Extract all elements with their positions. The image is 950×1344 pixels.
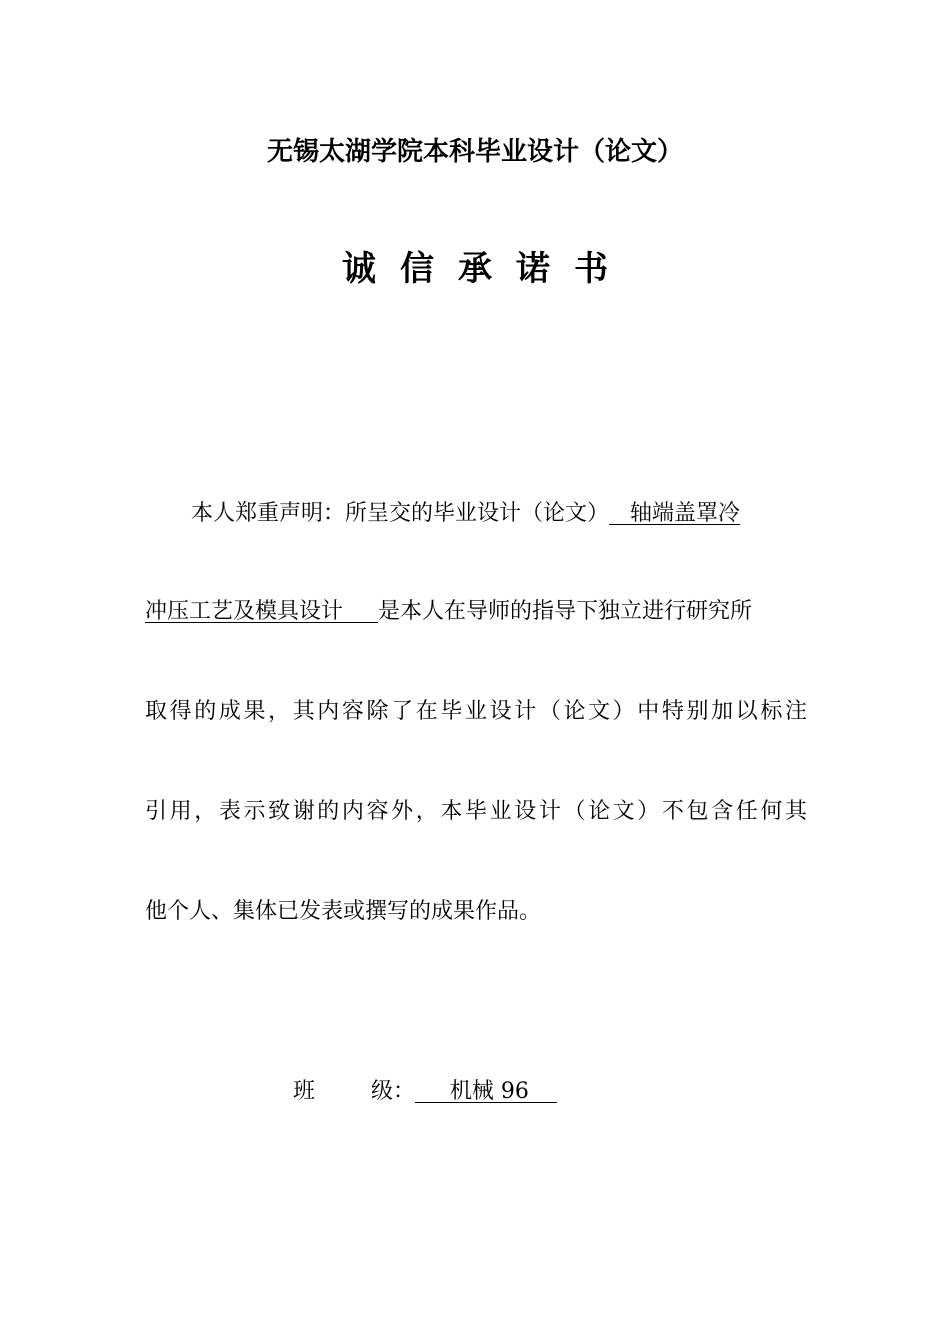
page-header: 无锡太湖学院本科毕业设计（论文）	[266, 137, 683, 167]
declaration-line-3: 取得的成果，其内容除了在毕业设计（论文）中特别加以标注	[145, 699, 807, 724]
document-title: 诚信承诺书	[342, 249, 632, 289]
thesis-title-part-2: 冲压工艺及模具设计	[145, 599, 378, 624]
declaration-text: 本人郑重声明：所呈交的毕业设计（论文）	[191, 501, 610, 526]
thesis-title-part-1: 轴端盖罩冷	[609, 501, 740, 526]
declaration-line-2	[145, 596, 807, 628]
declaration-line-1	[145, 498, 807, 530]
class-row	[293, 1076, 557, 1108]
class-value: 机械 96	[414, 1079, 557, 1104]
class-label: 班 级：	[293, 1079, 415, 1104]
declaration-line-4: 引用，表示致谢的内容外，本毕业设计（论文）不包含任何其	[145, 799, 807, 824]
declaration-text: 是本人在导师的指导下独立进行研究所	[377, 599, 752, 624]
declaration-line-5: 他个人、集体已发表或撰写的成果作品。	[145, 899, 542, 924]
